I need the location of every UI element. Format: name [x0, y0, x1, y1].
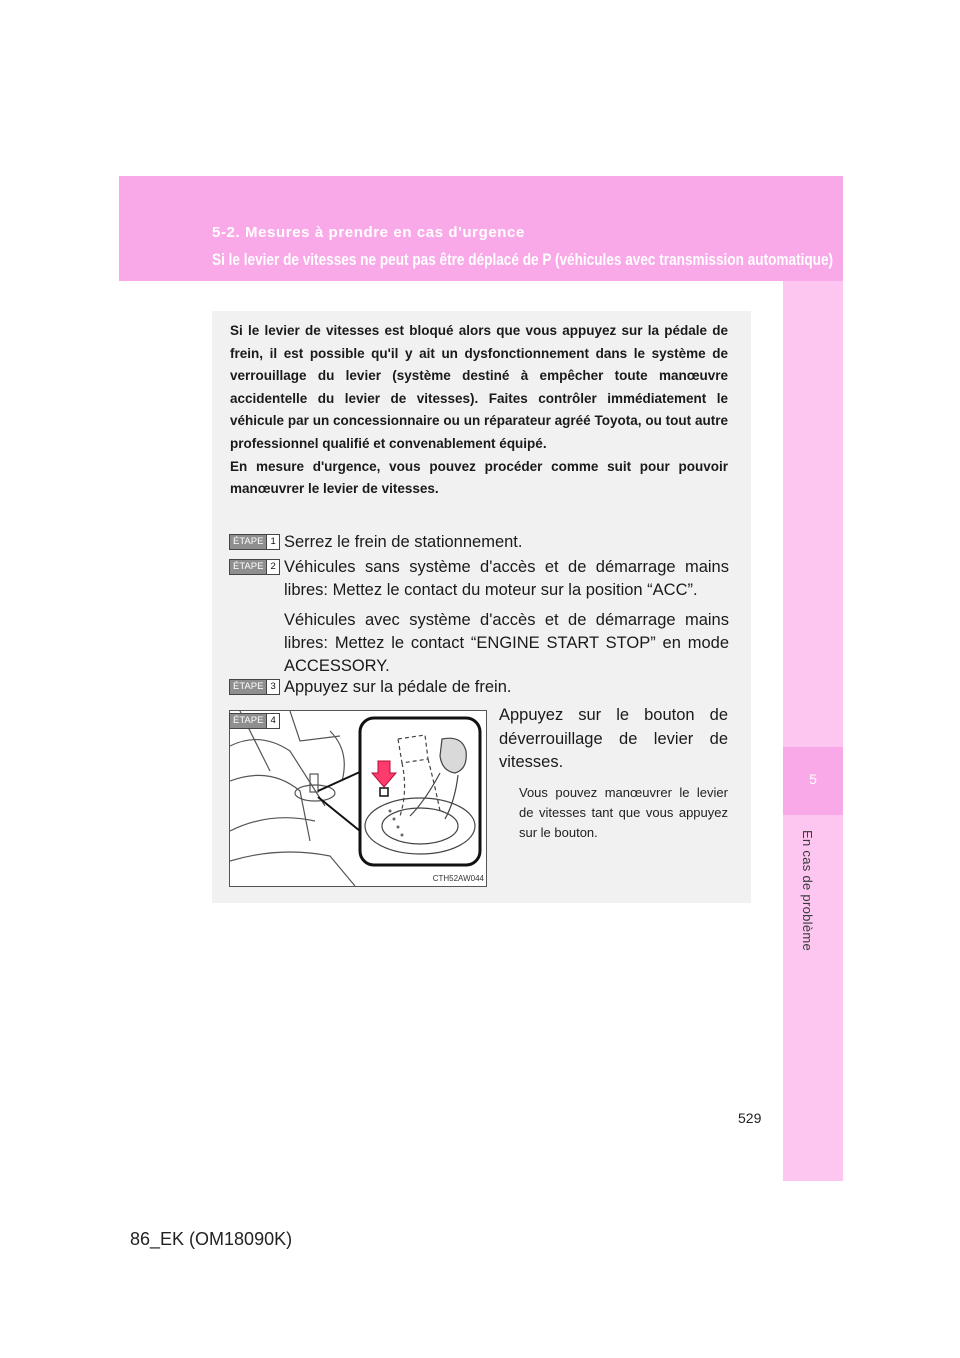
step-1-text: Serrez le frein de stationnement.	[284, 533, 523, 551]
instruction-box	[212, 311, 751, 903]
step-badge-label: ÉTAPE	[230, 535, 266, 549]
step-4-badge	[229, 713, 280, 729]
figure-code: CTH52AW044	[432, 874, 484, 883]
step-2-text-alt: Véhicules avec système d'accès et de démarrage mains libres: Mettez le contact “ENGINE START STOP” en mode ACCESSORY.	[284, 611, 729, 675]
step-badge-number: 4	[266, 714, 278, 728]
shift-lever-drawing	[230, 711, 486, 886]
intro-paragraph-2: En mesure d'urgence, vous pouvez procéder comme suit pour pouvoir manœuvrer le levier de vitesses.	[230, 458, 728, 497]
section-title: 5-2. Mesures à prendre en cas d'urgence	[212, 224, 525, 241]
step-badge-number: 3	[266, 680, 278, 694]
step-badge	[229, 559, 280, 575]
chapter-number-box[interactable]	[783, 747, 843, 815]
page-title: Si le levier de vitesses ne peut pas être déplacé de P (véhicules avec transmission automatique)	[212, 250, 834, 269]
chapter-side-tab[interactable]	[783, 281, 843, 1181]
shift-lever-illustration	[229, 710, 487, 887]
footer-code: 86_EK (OM18090K)	[130, 1229, 293, 1249]
page-number: 529	[738, 1110, 762, 1126]
chapter-label: En cas de problème	[800, 830, 815, 952]
step-badge	[229, 534, 280, 550]
step-badge-label: ÉTAPE	[230, 560, 266, 574]
step-4-text: Appuyez sur le bouton de déverrouillage de levier de vitesses.	[499, 706, 728, 771]
chapter-header	[119, 176, 843, 281]
chapter-number: 5	[809, 771, 817, 787]
intro-text	[230, 320, 728, 501]
step-3	[229, 676, 729, 699]
step-2	[229, 556, 729, 678]
step-badge-number: 1	[266, 535, 278, 549]
step-1	[229, 531, 729, 554]
step-badge	[229, 679, 280, 695]
step-badge-label: ÉTAPE	[230, 680, 266, 694]
step-4-note: Vous pouvez manœuvrer le levier de vitesses tant que vous appuyez sur le bouton.	[519, 785, 728, 840]
step-3-text: Appuyez sur la pédale de frein.	[284, 678, 512, 696]
step-badge-label: ÉTAPE	[230, 714, 266, 728]
step-badge-number: 2	[266, 560, 278, 574]
step-2-text: Véhicules sans système d'accès et de démarrage mains libres: Mettez le contact du moteur sur la position “ACC”.	[284, 558, 729, 599]
intro-paragraph-1: Si le levier de vitesses est bloqué alors que vous appuyez sur la pédale de frein, il est possible qu'il y ait un dysfonctionnement dans le système de verrouillage du levier (système destiné à empêcher toute manœuvre accidentelle du levier de vitesses). Faites contrôler immédiatement le véhicule par un concessionnaire ou un réparateur agréé Toyota, ou tout autre professionnel qualifié et convenablement équipé.	[230, 323, 728, 451]
